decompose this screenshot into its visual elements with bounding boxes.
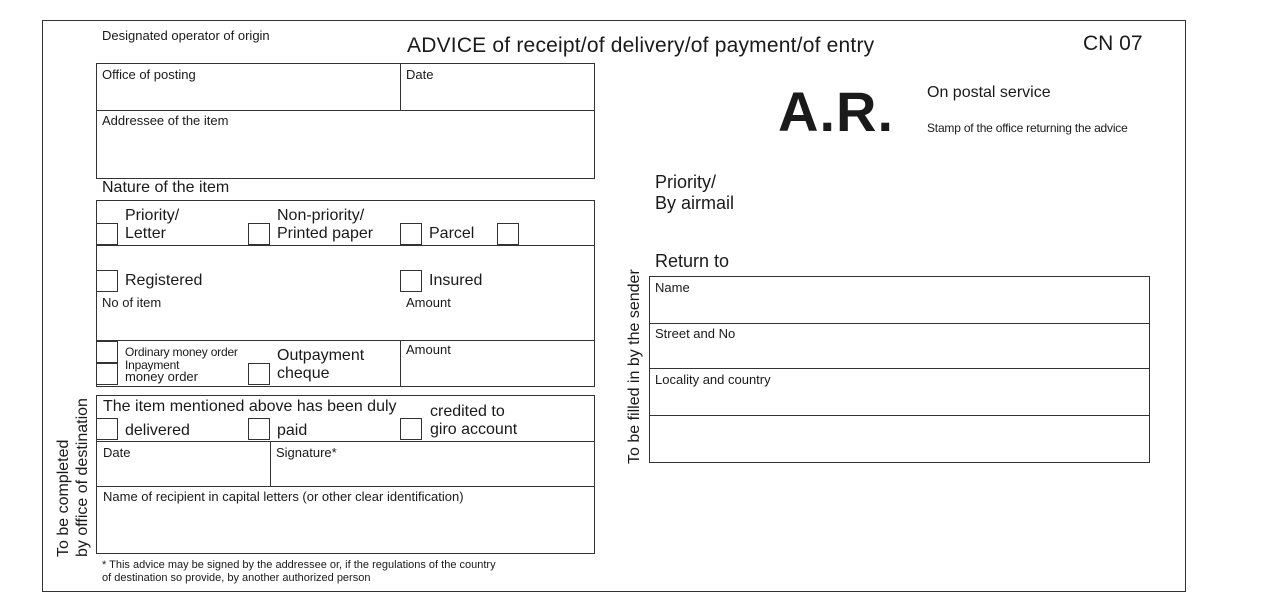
credited-checkbox[interactable] [400, 418, 422, 440]
payment-amount-field[interactable]: Amount [406, 342, 451, 357]
parcel-label: Parcel [429, 225, 475, 242]
paid-label: paid [277, 422, 308, 439]
letter-label: Letter [125, 225, 166, 242]
destination-date-field[interactable]: Date [103, 445, 131, 460]
outpayment-label: Outpayment [277, 347, 365, 364]
side-label-line-2: by office of destination [74, 398, 91, 557]
giro-account-label: giro account [430, 421, 518, 438]
insured-label: Insured [429, 272, 483, 289]
return-street-field[interactable]: Street and No [655, 326, 736, 341]
printed-paper-label: Printed paper [277, 225, 374, 242]
duly-text: The item mentioned above has been duly [103, 398, 397, 415]
destination-box [96, 395, 595, 554]
ordinary-money-order-label: Ordinary money order [125, 345, 238, 359]
divider [96, 340, 595, 341]
delivered-label: delivered [125, 422, 190, 439]
destination-side-label [54, 398, 92, 557]
outpayment-cheque-checkbox[interactable] [248, 363, 270, 385]
return-name-field[interactable]: Name [655, 280, 690, 295]
non-priority-checkbox[interactable] [248, 223, 270, 245]
cheque-label: cheque [277, 365, 330, 382]
divider [96, 110, 595, 111]
nature-heading: Nature of the item [102, 179, 230, 196]
non-priority-label: Non-priority/ [277, 207, 365, 224]
posting-date-field[interactable]: Date [406, 67, 434, 82]
divider [96, 245, 595, 246]
footnote-line-1: * This advice may be signed by the addressee or, if the regulations of the country [102, 559, 496, 571]
money-order-label: money order [125, 369, 198, 384]
signature-field[interactable]: Signature* [276, 445, 337, 460]
divider [270, 441, 271, 487]
return-extra-field[interactable] [650, 416, 1149, 462]
divider [400, 63, 401, 111]
form-title: ADVICE of receipt/of delivery/of payment/of entry [407, 34, 875, 57]
registered-checkbox[interactable] [96, 270, 118, 292]
paid-checkbox[interactable] [248, 418, 270, 440]
recipient-name-field[interactable]: Name of recipient in capital letters (or other clear identification) [103, 489, 464, 504]
divider [96, 441, 595, 442]
sender-side-label: To be filled in by the sender [626, 269, 643, 464]
inpayment-money-order-checkbox[interactable] [96, 363, 118, 385]
priority-letter-checkbox[interactable] [96, 223, 118, 245]
ordinary-money-order-checkbox[interactable] [96, 341, 118, 363]
insured-amount-field[interactable]: Amount [406, 295, 451, 310]
registered-label: Registered [125, 272, 203, 289]
credited-label: credited to [430, 403, 505, 420]
priority-label: Priority/ [125, 207, 180, 224]
extra-checkbox[interactable] [497, 223, 519, 245]
on-postal-service-label: On postal service [927, 84, 1051, 101]
footnote-line-2: of destination so provide, by another authorized person [102, 572, 371, 584]
priority-airmail-line-1: Priority/ [655, 172, 717, 192]
addressee-field[interactable]: Addressee of the item [102, 113, 229, 128]
divider [400, 340, 401, 386]
parcel-checkbox[interactable] [400, 223, 422, 245]
side-label-line-1: To be completed [55, 439, 72, 557]
return-locality-field[interactable]: Locality and country [655, 372, 771, 387]
delivered-checkbox[interactable] [96, 418, 118, 440]
office-of-posting-field[interactable]: Office of posting [102, 67, 196, 82]
divider [649, 323, 1150, 324]
form-code: CN 07 [1083, 32, 1143, 55]
divider [649, 368, 1150, 369]
inpayment-label: Inpayment [125, 358, 180, 372]
ar-mark: A.R. [778, 80, 894, 143]
insured-checkbox[interactable] [400, 270, 422, 292]
priority-airmail-line-2: By airmail [655, 193, 735, 213]
designated-operator-label: Designated operator of origin [102, 28, 270, 43]
return-to-label: Return to [655, 251, 730, 271]
no-of-item-field[interactable]: No of item [102, 295, 162, 310]
stamp-label: Stamp of the office returning the advice [927, 121, 1128, 135]
footnote [102, 559, 496, 585]
divider [96, 486, 595, 487]
